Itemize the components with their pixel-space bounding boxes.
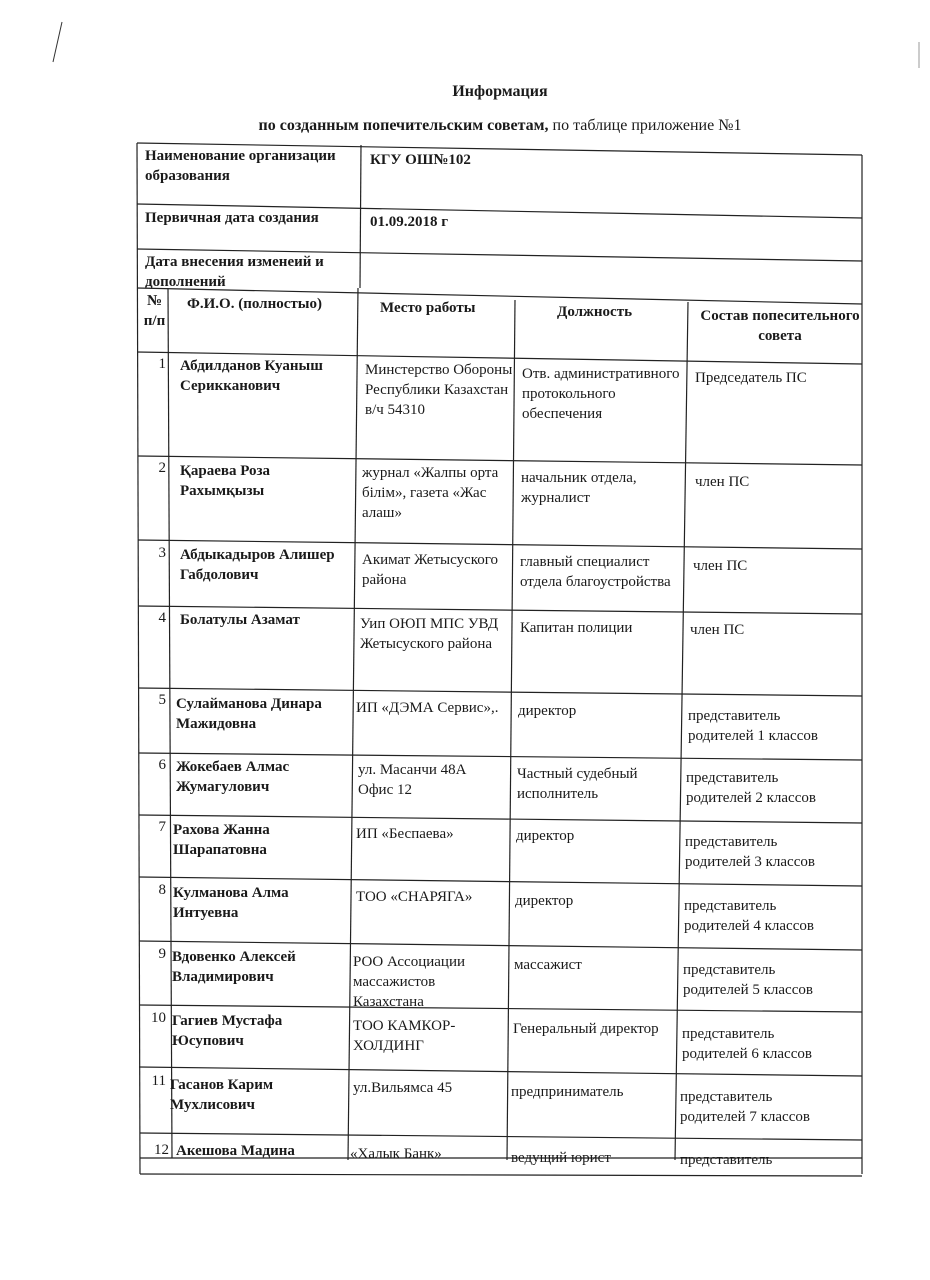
row-11-work: ул.Вильямса 45 <box>353 1080 453 1096</box>
subtitle-bold: по созданным попечительским советам, <box>258 117 549 134</box>
row-6-work: ул. Масанчи 48А Офис 12 <box>358 762 467 798</box>
row-10-role: представитель родителей 6 классов <box>682 1026 812 1062</box>
row-1-num: 1 <box>158 356 166 372</box>
changes-label: Дата внесения изменеий и дополнений <box>145 254 324 290</box>
org-value: КГУ ОШ№102 <box>370 152 471 168</box>
header-work: Место работы <box>380 300 476 316</box>
row-9-num: 9 <box>158 946 166 962</box>
row-6-num: 6 <box>158 757 166 773</box>
row-4-name: Болатулы Азамат <box>180 612 300 628</box>
header-position: Должность <box>557 304 633 320</box>
header-role: Состав попесительного совета <box>700 308 860 344</box>
row-2-name: Қараева Роза Рахымқызы <box>180 463 271 499</box>
row-7-position: директор <box>516 828 575 844</box>
row-11-position: предприниматель <box>511 1084 624 1100</box>
row-4-work: Уип ОЮП МПС УВД Жетысуского района <box>360 616 499 652</box>
row-6-position: Частный судебный исполнитель <box>517 766 638 802</box>
row-3-position: главный специалист отдела благоустройства <box>520 554 671 590</box>
header-num: № п/п <box>143 293 166 329</box>
row-2-num: 2 <box>158 460 166 476</box>
date-label: Первичная дата создания <box>145 210 319 226</box>
row-10-name: Гагиев Мустафа Юсупович <box>172 1013 283 1049</box>
document-subtitle <box>0 117 930 135</box>
row-9-position: массажист <box>514 957 582 973</box>
row-1-work: Минстерство Обороны Республики Казахстан в/ч 54310 <box>365 362 513 418</box>
row-10-position: Генеральный директор <box>513 1021 659 1037</box>
row-11-role: представитель родителей 7 классов <box>680 1089 810 1125</box>
row-1-position: Отв. административного протокольного обеспечения <box>522 366 680 422</box>
row-12-num: 12 <box>154 1142 169 1158</box>
row-8-num: 8 <box>158 882 166 898</box>
row-3-num: 3 <box>158 545 166 561</box>
row-8-position: директор <box>515 893 574 909</box>
row-7-num: 7 <box>158 819 166 835</box>
row-4-position: Капитан полиции <box>520 620 633 636</box>
subtitle-rest: по таблице приложение №1 <box>548 117 742 134</box>
pen-mark <box>50 20 64 64</box>
edge-mark <box>916 40 922 70</box>
row-1-name: Абдилданов Куаныш Серикканович <box>180 358 323 394</box>
row-1-role: Председатель ПС <box>695 370 807 386</box>
row-3-work: Акимат Жетысуского района <box>362 552 499 588</box>
document-title: Информация <box>452 83 548 100</box>
row-8-role: представитель родителей 4 классов <box>684 898 814 934</box>
row-8-work: ТОО «СНАРЯГА» <box>356 889 473 905</box>
row-5-position: директор <box>518 703 577 719</box>
row-8-name: Кулманова Алма Интуевна <box>173 885 289 921</box>
row-3-role: член ПС <box>693 558 748 574</box>
row-2-position: начальник отдела, журналист <box>521 470 637 506</box>
row-7-name: Рахова Жанна Шарапатовна <box>173 822 270 858</box>
row-9-role: представитель родителей 5 классов <box>683 962 813 998</box>
row-11-name: Гасанов Карим Мухлисович <box>170 1077 274 1113</box>
row-10-num: 10 <box>151 1010 166 1026</box>
row-5-num: 5 <box>158 692 166 708</box>
row-12-work: «Халык Банк» <box>350 1146 442 1162</box>
row-10-work: ТОО КАМКОР-ХОЛДИНГ <box>353 1018 456 1054</box>
row-4-role: член ПС <box>690 622 745 638</box>
row-11-num: 11 <box>151 1073 166 1089</box>
row-7-work: ИП «Беспаева» <box>356 826 454 842</box>
row-5-role: представитель родителей 1 классов <box>688 708 818 744</box>
row-9-name: Вдовенко Алексей Владимирович <box>172 949 296 985</box>
row-5-name: Сулайманова Динара Мажидовна <box>176 696 322 732</box>
row-6-role: представитель родителей 2 классов <box>686 770 816 806</box>
row-12-role: представитель <box>680 1152 773 1168</box>
row-2-role: член ПС <box>695 474 750 490</box>
date-value: 01.09.2018 г <box>370 214 449 230</box>
org-label: Наименование организации образования <box>145 148 336 184</box>
row-3-name: Абдыкадыров Алишер Габдолович <box>180 547 335 583</box>
row-2-work: журнал «Жалпы орта білім», газета «Жас алаш» <box>362 465 499 521</box>
row-7-role: представитель родителей 3 классов <box>685 834 815 870</box>
row-6-name: Жокебаев Алмас Жумагулович <box>176 759 290 795</box>
row-12-position: ведущий юрист <box>511 1150 611 1166</box>
header-name: Ф.И.О. (полностыо) <box>187 296 322 312</box>
row-5-work: ИП «ДЭМА Сервис»,. <box>356 700 499 716</box>
row-4-num: 4 <box>158 610 166 626</box>
row-9-work: РОО Ассоциации массажистов Казахстана <box>353 954 466 1010</box>
row-12-name: Акешова Мадина <box>176 1143 295 1159</box>
